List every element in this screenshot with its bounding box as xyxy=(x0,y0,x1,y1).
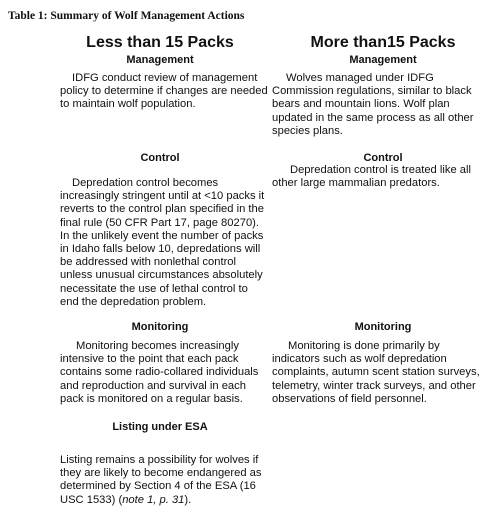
text-line: intensive to the point that each pack xyxy=(60,353,239,366)
monitoring-heading-left: Monitoring xyxy=(131,321,189,333)
text-line: Wolves managed under IDFG xyxy=(286,72,434,84)
control-text-left xyxy=(60,177,264,309)
management-heading-right: Management xyxy=(349,54,417,66)
text-line-with-note xyxy=(60,494,262,507)
text-line: reverts to the control plan specified in the xyxy=(60,203,264,216)
text-fragment: USC 1533) ( xyxy=(60,493,123,506)
text-line: end the depredation problem. xyxy=(60,295,207,308)
text-line: in Idaho falls below 10, depredations will xyxy=(60,243,261,256)
listing-heading: Listing under ESA xyxy=(112,421,208,433)
text-line: observations of field personnel. xyxy=(272,392,427,405)
text-fragment: ). xyxy=(184,493,192,506)
text-line: IDFG conduct review of management xyxy=(72,72,258,84)
table-caption: Table 1: Summary of Wolf Management Actions xyxy=(8,10,245,22)
text-line: be addressed with nonlethal control xyxy=(60,256,237,269)
management-text-left xyxy=(60,72,268,112)
text-line: telemetry, winter track surveys, and other xyxy=(272,379,476,392)
text-line: policy to determine if changes are needed xyxy=(60,85,268,98)
text-line: Commission regulations, similar to black xyxy=(272,85,472,98)
text-line: updated in the same process as all other xyxy=(272,111,474,124)
control-heading-left: Control xyxy=(140,152,180,164)
text-line: species plans. xyxy=(272,124,343,137)
text-line: indicators such as wolf depredation xyxy=(272,353,447,366)
text-line: complaints, autumn scent station surveys, xyxy=(272,366,480,379)
control-heading-right: Control xyxy=(363,152,403,164)
note-reference: note 1, p. 31 xyxy=(122,493,185,506)
text-line: contains some radio-collared individuals xyxy=(60,366,259,379)
text-line: and reproduction and survival in each xyxy=(60,379,246,392)
monitoring-text-left xyxy=(60,340,258,406)
text-line: to maintain wolf population. xyxy=(60,98,196,111)
column-heading-less-than-15: Less than 15 Packs xyxy=(86,34,234,51)
text-line: Monitoring is done primarily by xyxy=(288,340,440,352)
text-line: Depredation control is treated like all xyxy=(290,164,471,176)
text-line: pack is monitored on a regular basis. xyxy=(60,392,243,405)
text-line: final rule (50 CFR Part 17, page 80270). xyxy=(60,216,259,229)
management-heading-left: Management xyxy=(126,54,194,66)
text-line: Monitoring becomes increasingly xyxy=(76,340,239,352)
management-text-right xyxy=(272,72,474,138)
text-line: increasingly stringent until at <10 packs it xyxy=(60,190,265,203)
monitoring-text-right xyxy=(272,340,480,406)
monitoring-heading-right: Monitoring xyxy=(354,321,412,333)
text-line: Depredation control becomes xyxy=(72,177,219,189)
text-line: necessitate the use of lethal control to xyxy=(60,282,248,295)
text-line: other large mammalian predators. xyxy=(272,177,440,190)
text-line: unless unusual circumstances absolutely xyxy=(60,269,263,282)
text-line: In the unlikely event the number of packs xyxy=(60,229,264,242)
text-line: bears and mountain lions. Wolf plan xyxy=(272,98,450,111)
text-line: Listing remains a possibility for wolves if xyxy=(60,454,259,466)
listing-text xyxy=(60,454,262,507)
text-line: they are likely to become endangered as xyxy=(60,467,262,480)
control-text-right xyxy=(272,164,471,190)
text-line: determined by Section 4 of the ESA (16 xyxy=(60,480,256,493)
column-heading-more-than-15: More than15 Packs xyxy=(310,34,456,51)
